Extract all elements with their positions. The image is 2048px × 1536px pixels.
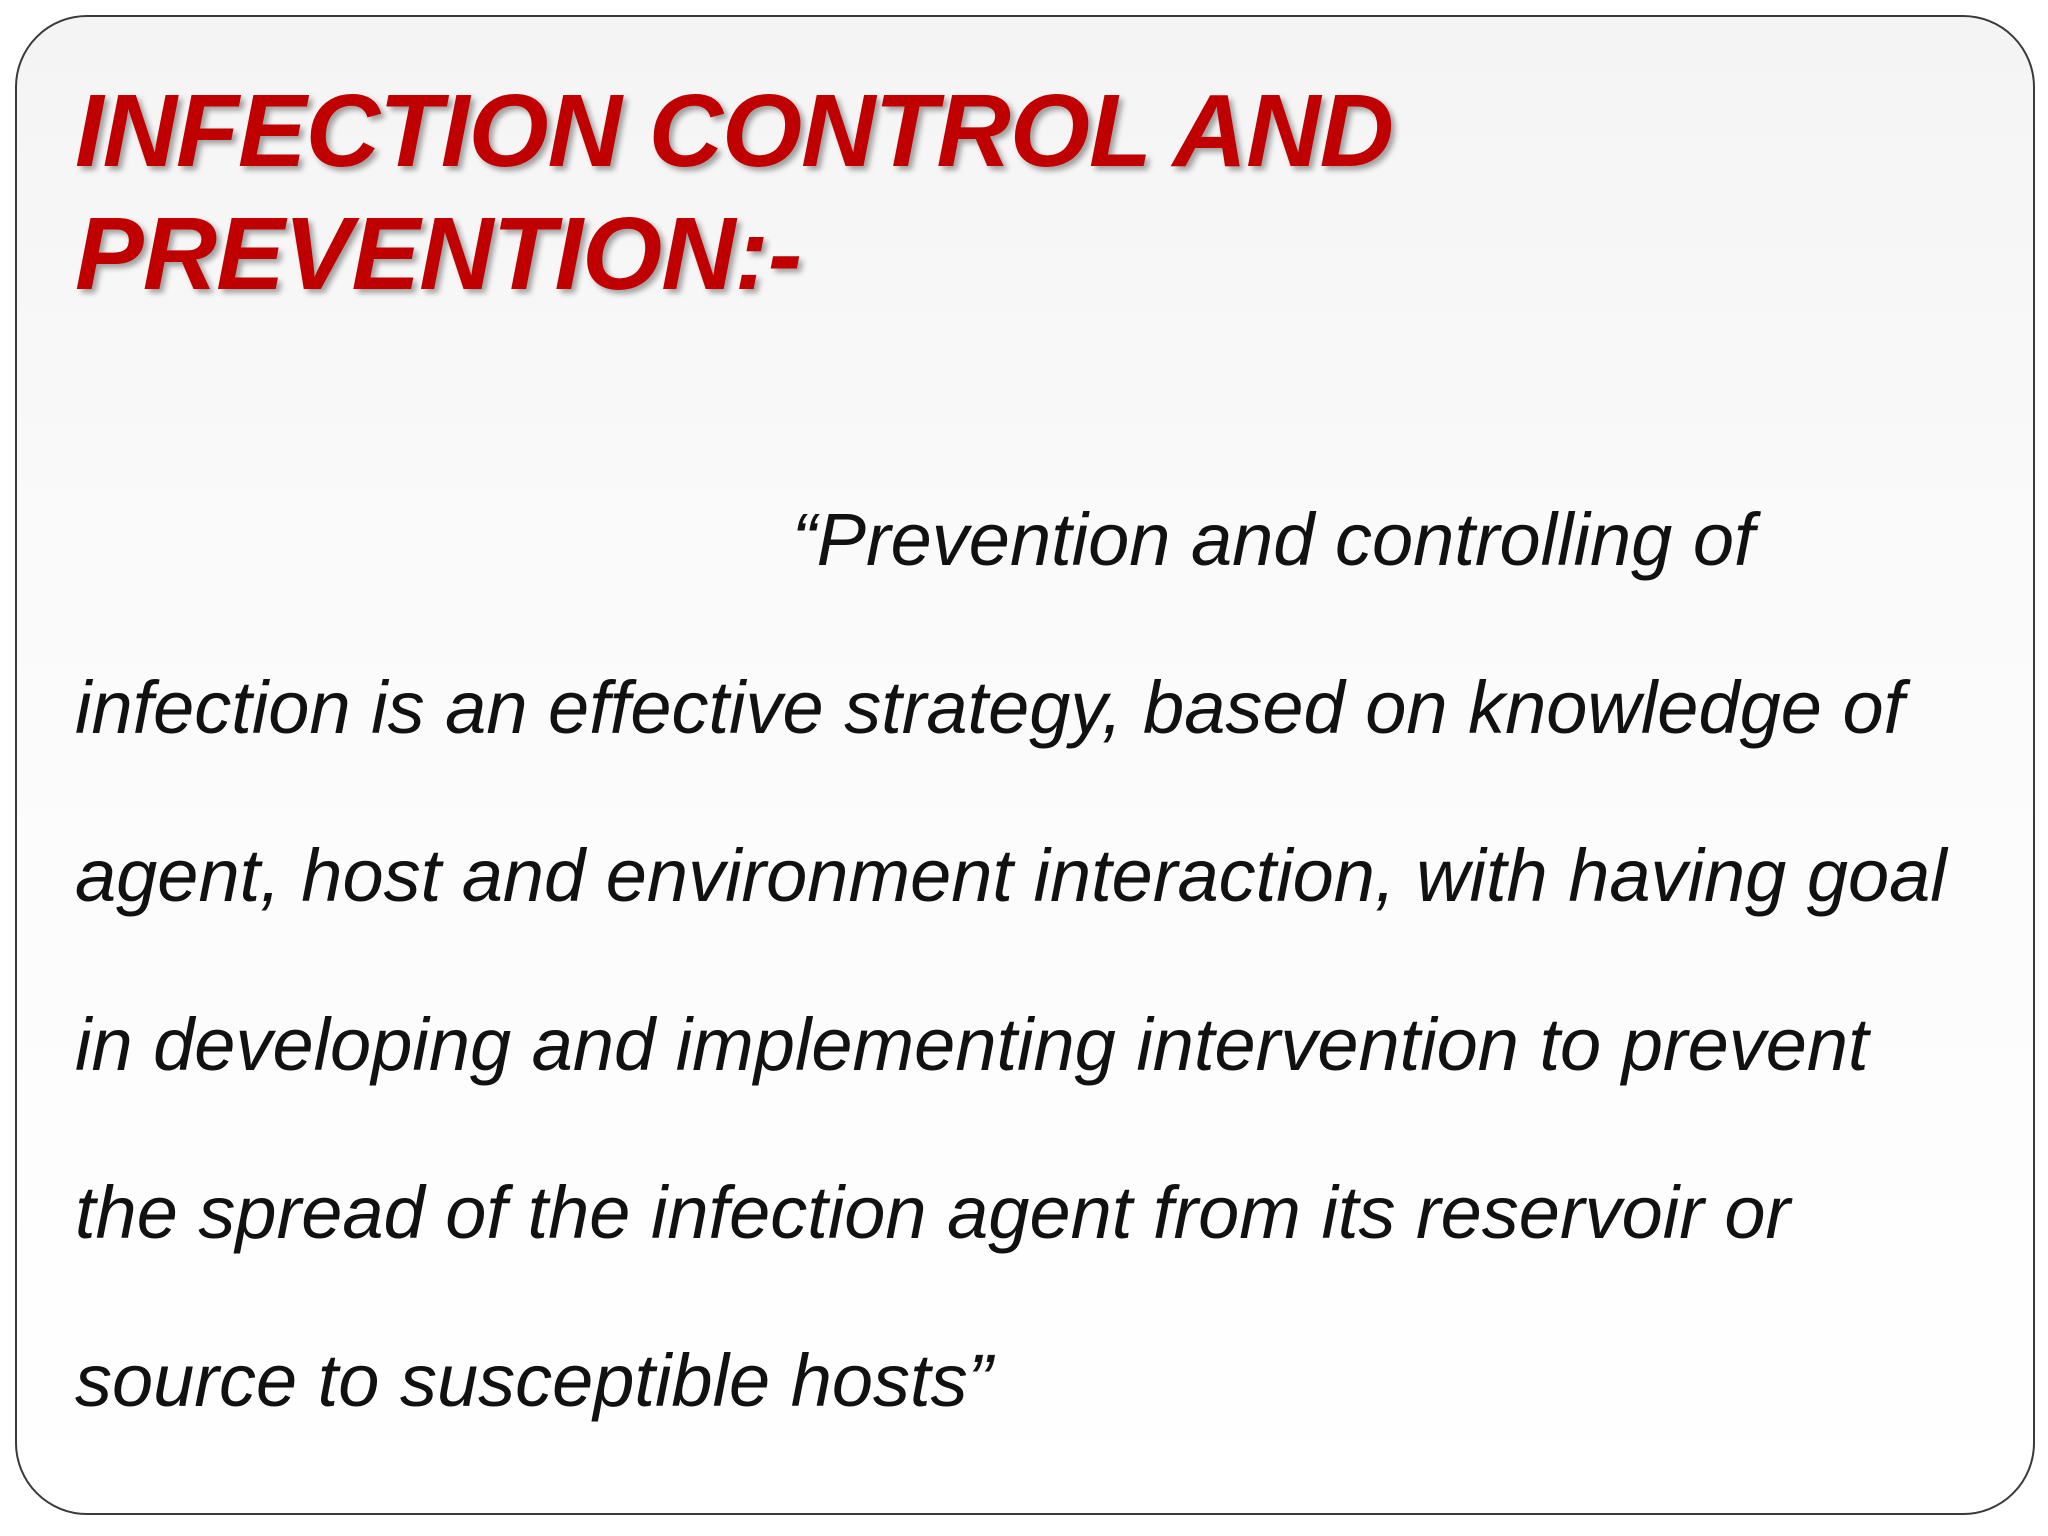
- slide-frame: [15, 15, 2035, 1515]
- quote-line-1: “Prevention and controlling of: [792, 498, 1755, 581]
- quote-line-4: in developing and implementing intervention to prevent: [75, 1003, 1869, 1086]
- quote-line-3: agent, host and environment interaction, with having goal: [75, 834, 1947, 917]
- slide-title-line-2: PREVENTION:-: [75, 196, 802, 311]
- slide-title: [75, 69, 1393, 315]
- quote-line-6: source to susceptible hosts”: [75, 1339, 993, 1422]
- quote-line-2: infection is an effective strategy, based on knowledge of: [75, 666, 1905, 749]
- quote-line-5: the spread of the infection agent from its reservoir or: [75, 1171, 1791, 1254]
- slide-title-line-1: INFECTION CONTROL AND: [75, 73, 1393, 188]
